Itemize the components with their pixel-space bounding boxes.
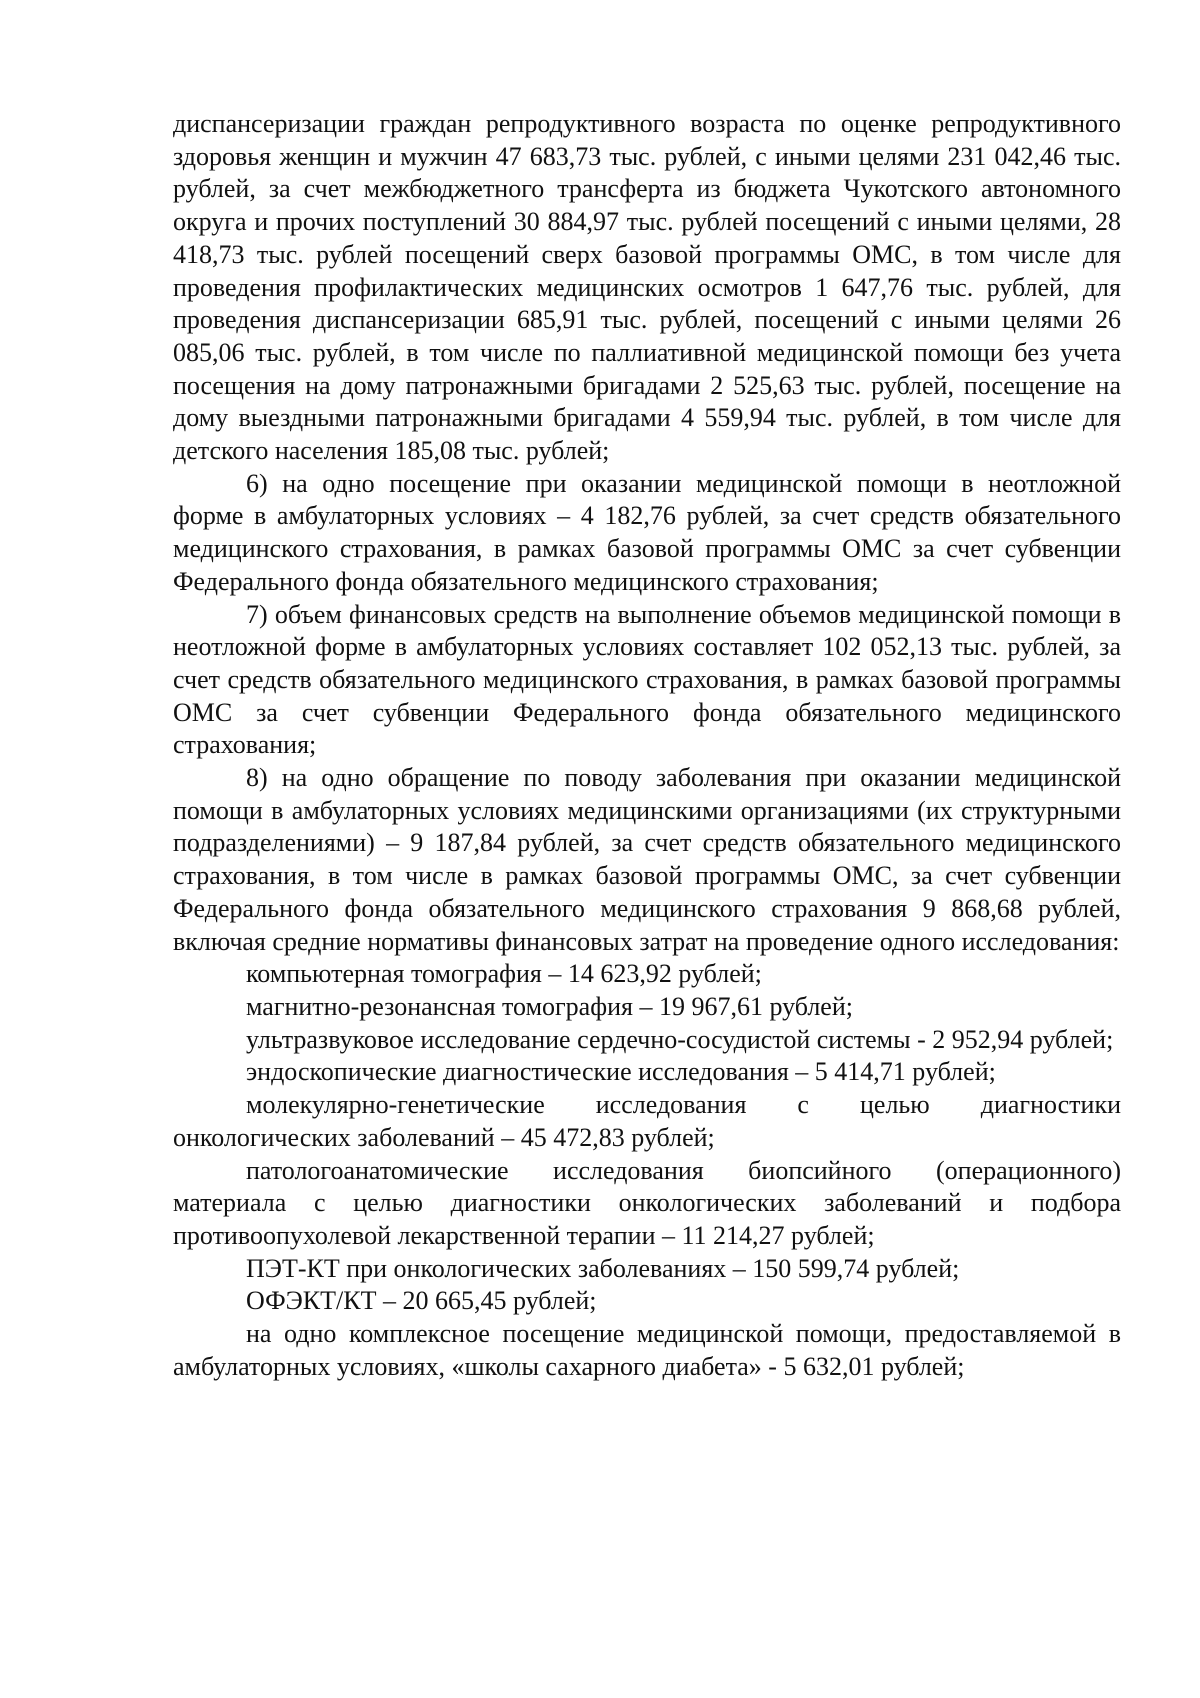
paragraph-item-8-disease-appeal: 8) на одно обращение по поводу заболевания при оказании медицинской помощи в амбулаторных условиях медицинскими организациями (их структурными подразделениями) – 9 187,84 рублей, за счет средств обязательного медицинского страхования, в том числе в рамках базовой программы ОМС, за счет субвенции Федерального фонда обязательного медицинского страхования 9 868,68 рублей, включая средние нормативы финансовых затрат на проведение одного исследования: bbox=[173, 763, 1121, 956]
paragraph-dispanserization-continuation: диспансеризации граждан репродуктивного возраста по оценке репродуктивного здоровья женщин и мужчин 47 683,73 тыс. рублей, с иными целями 231 042,46 тыс. рублей, за счет межбюджетного трансферта из бюджета Чукотского автономного округа и прочих поступлений 30 884,97 тыс. рублей посещений с иными целями, 28 418,73 тыс. рублей посещений сверх базовой программы ОМС, в том числе для проведения профилактических медицинских осмотров 1 647,76 тыс. рублей, для проведения диспансеризации 685,91 тыс. рублей, посещений с иными целями 26 085,06 тыс. рублей, в том числе по паллиативной медицинской помощи без учета посещения на дому патронажными бригадами 2 525,63 тыс. рублей, посещение на дому выездными патронажными бригадами 4 559,94 тыс. рублей, в том числе для детского населения 185,08 тыс. рублей; bbox=[173, 109, 1121, 466]
paragraph-item-7-urgent-volume: 7) объем финансовых средств на выполнение объемов медицинской помощи в неотложной форме в амбулаторных условиях составляет 102 052,13 тыс. рублей, за счет средств обязательного медицинского страхования, в рамках базовой программы ОМС за счет субвенции Федерального фонда обязательного медицинского страхования; bbox=[173, 599, 1121, 760]
paragraph-molecular-genetic: молекулярно-генетические исследования с целью диагностики онкологических заболеваний – 45 472,83 рублей; bbox=[173, 1090, 1121, 1152]
paragraph-pet-ct: ПЭТ-КТ при онкологических заболеваниях – 150 599,74 рублей; bbox=[246, 1253, 960, 1283]
paragraph-spect-ct: ОФЭКТ/КТ – 20 665,45 рублей; bbox=[246, 1286, 597, 1316]
paragraph-cardio-ultrasound: ультразвуковое исследование сердечно-сосудистой системы - 2 952,94 рублей; bbox=[246, 1024, 1114, 1054]
paragraph-item-6-urgent-visit: 6) на одно посещение при оказании медицинской помощи в неотложной форме в амбулаторных условиях – 4 182,76 рублей, за счет средств обязательного медицинского страхования, в рамках базовой программы ОМС за счет субвенции Федерального фонда обязательного медицинского страхования; bbox=[173, 468, 1121, 596]
paragraph-mri: магнитно-резонансная томография – 19 967,61 рублей; bbox=[246, 991, 853, 1021]
document-page bbox=[173, 108, 1121, 1383]
paragraph-pathology: патологоанатомические исследования биопсийного (операционного) материала с целью диагностики онкологических заболеваний и подбора противоопухолевой лекарственной терапии – 11 214,27 рублей; bbox=[173, 1155, 1121, 1250]
paragraph-diabetes-school: на одно комплексное посещение медицинской помощи, предоставляемой в амбулаторных условиях, «школы сахарного диабета» - 5 632,01 рублей; bbox=[173, 1319, 1121, 1381]
paragraph-computed-tomography: компьютерная томография – 14 623,92 рублей; bbox=[246, 959, 762, 989]
paragraph-endoscopy: эндоскопические диагностические исследования – 5 414,71 рублей; bbox=[246, 1057, 996, 1087]
